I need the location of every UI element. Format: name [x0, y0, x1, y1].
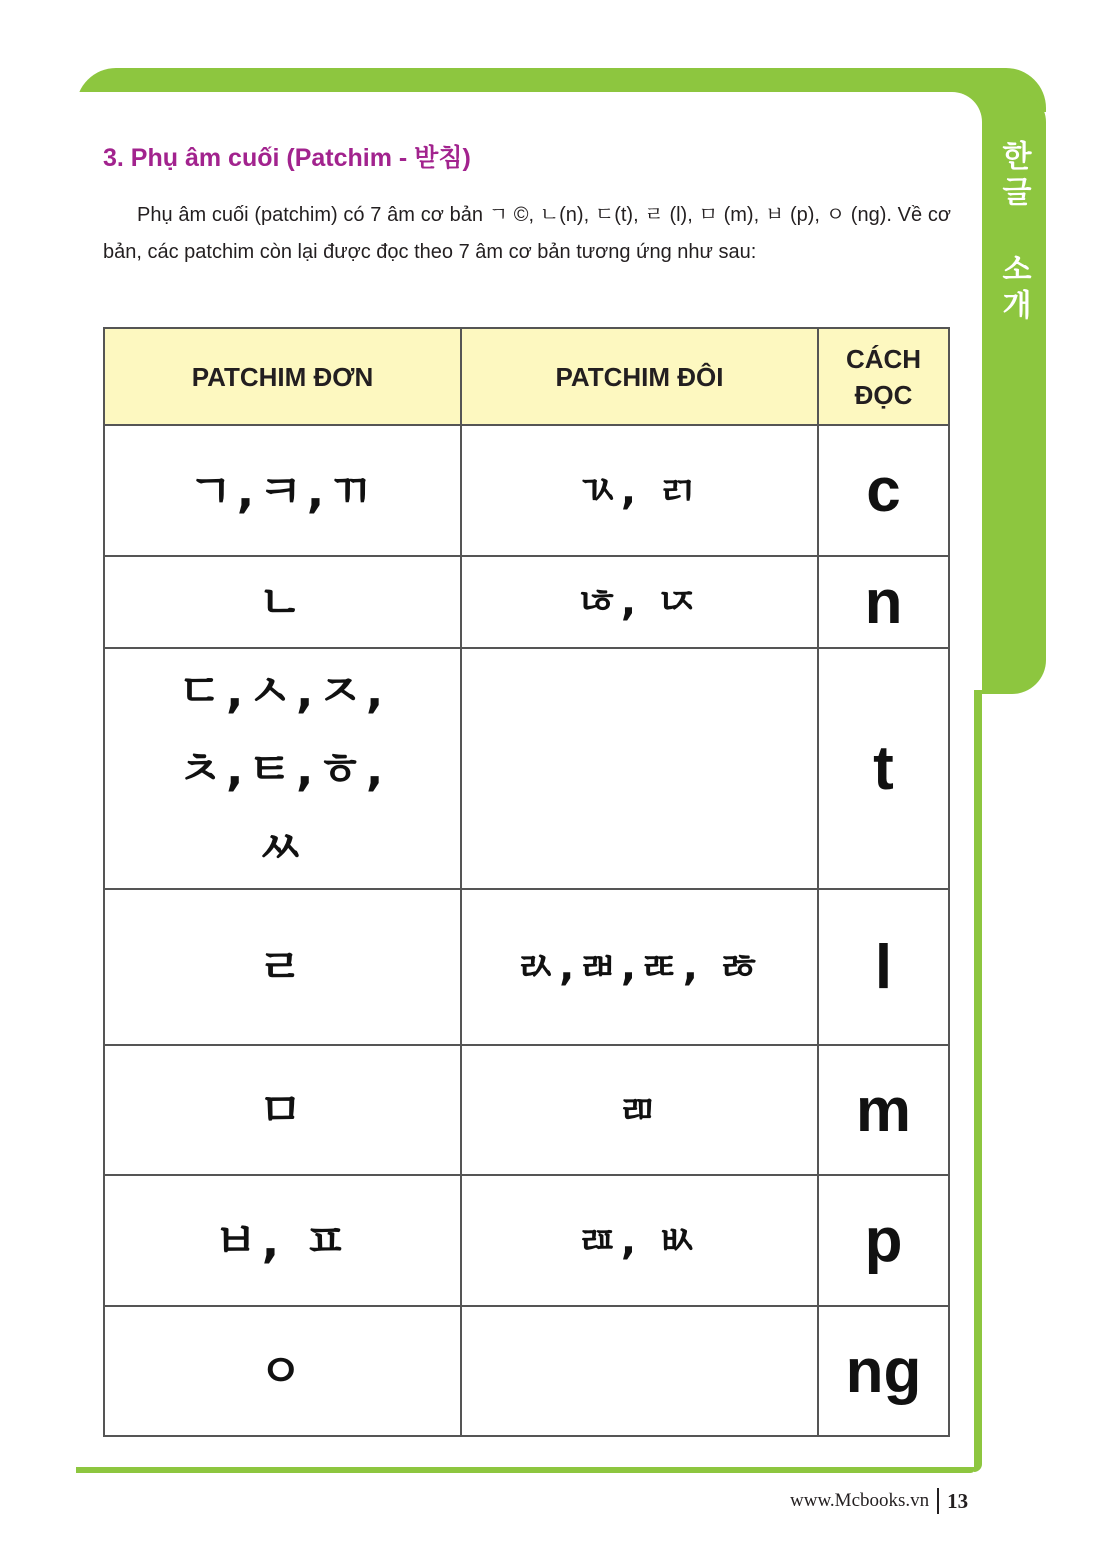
cell-single: ㄹ — [104, 889, 461, 1045]
cell-reading: n — [818, 556, 949, 648]
table-row — [104, 425, 949, 556]
cell-reading: t — [818, 648, 949, 889]
header-single: PATCHIM ĐƠN — [104, 328, 461, 425]
green-frame-bottom — [76, 1467, 976, 1473]
side-tab-label: 한글 소개 — [996, 140, 1031, 325]
cell-double: ㄽ,ㄼ,ㄾ, ㅀ — [461, 889, 818, 1045]
cell-reading: p — [818, 1175, 949, 1306]
table-row — [104, 648, 949, 889]
cell-reading: l — [818, 889, 949, 1045]
cell-single: ㄱ,ㅋ,ㄲ — [104, 425, 461, 556]
green-frame-right — [974, 690, 982, 1472]
cell-reading: m — [818, 1045, 949, 1175]
page-footer — [790, 1488, 980, 1514]
cell-single: ㄴ — [104, 556, 461, 648]
intro-paragraph: Phụ âm cuối (patchim) có 7 âm cơ bản ㄱ ©, ㄴ(n), ㄷ(t), ㄹ (l), ㅁ (m), ㅂ (p), ㅇ (ng). Về cơ bản, các patchim còn lại được đọc theo 7 âm cơ bản tương ứng như sau: — [103, 204, 951, 263]
cell-double: ㄳ, ㄺ — [461, 425, 818, 556]
table-header-row — [104, 328, 949, 425]
cell-reading: ng — [818, 1306, 949, 1436]
cell-single: ㅁ — [104, 1045, 461, 1175]
table-row — [104, 889, 949, 1045]
table-row — [104, 1045, 949, 1175]
header-reading: CÁCH ĐỌC — [818, 328, 949, 425]
section-title: 3. Phụ âm cuối (Patchim - 받침) — [103, 144, 471, 172]
cell-double — [461, 648, 818, 889]
page-number: 13 — [947, 1488, 969, 1513]
cell-reading: c — [818, 425, 949, 556]
table-row — [104, 556, 949, 648]
cell-single: ㅂ, ㅍ — [104, 1175, 461, 1306]
footer-divider — [937, 1488, 939, 1514]
header-double: PATCHIM ĐÔI — [461, 328, 818, 425]
patchim-table — [103, 327, 950, 1437]
cell-double: ㄶ, ㄵ — [461, 556, 818, 648]
cell-single: ㄷ,ㅅ,ㅈ, ㅊ,ㅌ,ㅎ, ㅆ — [104, 648, 461, 889]
cell-single: ㅇ — [104, 1306, 461, 1436]
cell-double — [461, 1306, 818, 1436]
footer-site: www.Mcbooks.vn — [790, 1490, 930, 1511]
table-row — [104, 1175, 949, 1306]
table-row — [104, 1306, 949, 1436]
cell-double: ㄿ, ㅄ — [461, 1175, 818, 1306]
cell-double: ㄻ — [461, 1045, 818, 1175]
